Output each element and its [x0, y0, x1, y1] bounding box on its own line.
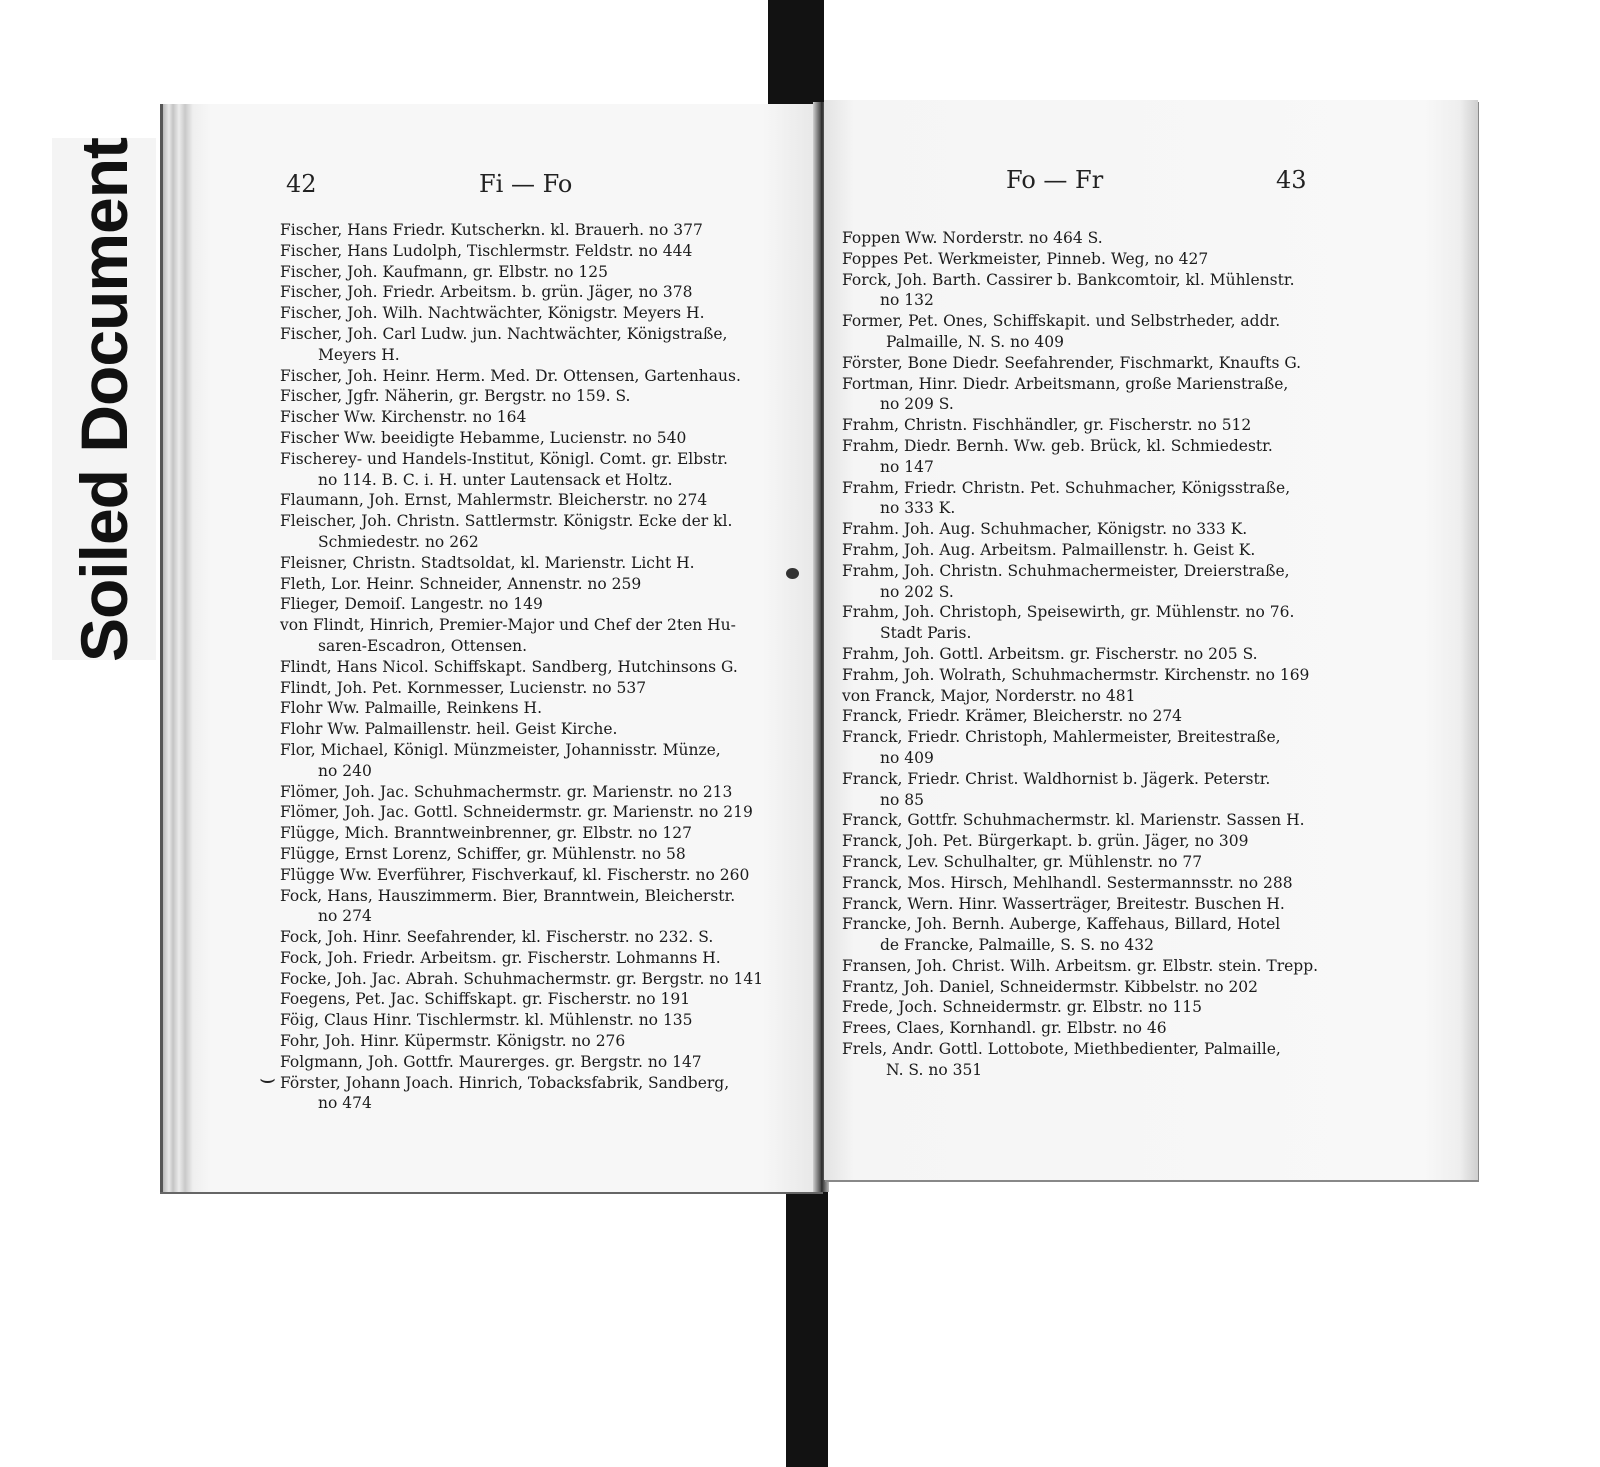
directory-entry: Fleischer, Joh. Christn. Sattlermstr. Königstr. Ecke der kl.: [280, 512, 733, 531]
directory-entry: Foppes Pet. Werkmeister, Pinneb. Weg, no 427: [842, 249, 1209, 268]
directory-entry: Flömer, Joh. Jac. Schuhmachermstr. gr. Marienstr. no 213: [280, 782, 733, 801]
directory-entry: Francke, Joh. Bernh. Auberge, Kaffehaus, Billard, Hotel: [842, 915, 1281, 934]
directory-entry-continuation: N. S. no 351: [886, 1060, 983, 1079]
directory-entry-continuation: no 114. B. C. i. H. unter Lautensack et Holtz.: [318, 470, 673, 489]
directory-entry: Franck, Mos. Hirsch, Mehlhandl. Sestermannsstr. no 288: [842, 873, 1293, 892]
directory-entry-continuation: no 474: [318, 1094, 372, 1113]
directory-entry: Flor, Michael, Königl. Münzmeister, Johannisstr. Münze,: [280, 740, 721, 759]
directory-entry: Flaumann, Joh. Ernst, Mahlermstr. Bleicherstr. no 274: [280, 491, 708, 510]
directory-entry: Frahm, Joh. Christoph, Speisewirth, gr. Mühlenstr. no 76.: [842, 603, 1295, 622]
directory-entry: Former, Pet. Ones, Schiffskapit. und Selbstrheder, addr.: [842, 312, 1281, 331]
directory-entry: Fleisner, Christn. Stadtsoldat, kl. Marienstr. Licht H.: [280, 553, 695, 572]
directory-entry: Frahm, Joh. Christn. Schuhmachermeister, Dreierstraße,: [842, 561, 1290, 580]
directory-entry-continuation: saren-Escadron, Ottensen.: [318, 636, 528, 655]
directory-entry: Franck, Lev. Schulhalter, gr. Mühlenstr. no 77: [842, 852, 1203, 871]
directory-entry: Franck, Friedr. Christ. Waldhornist b. Jägerk. Peterstr.: [842, 769, 1271, 788]
directory-entry: Franck, Friedr. Christoph, Mahlermeister, Breitestraße,: [842, 728, 1281, 747]
directory-entry: Fock, Hans, Hauszimmerm. Bier, Branntwein, Bleicherstr.: [280, 886, 736, 905]
bookmark-ribbon-bottom: [786, 1175, 828, 1467]
directory-entry: Fischer, Joh. Carl Ludw. jun. Nachtwächter, Königstraße,: [280, 324, 728, 343]
directory-entry: Fischer, Joh. Kaufmann, gr. Elbstr. no 125: [280, 262, 608, 281]
directory-entry-continuation: Meyers H.: [318, 345, 400, 364]
directory-entry: von Franck, Major, Norderstr. no 481: [842, 686, 1136, 705]
directory-entry: Fischer, Jgfr. Näherin, gr. Bergstr. no 159. S.: [280, 387, 631, 406]
directory-entry: Fischer, Hans Friedr. Kutscherkn. kl. Brauerh. no 377: [280, 221, 703, 239]
directory-entry: Flohr Ww. Palmaille, Reinkens H.: [280, 699, 543, 718]
directory-entry: Fischerey- und Handels-Institut, Königl. Comt. gr. Elbstr.: [280, 449, 728, 468]
left-entry-list: [280, 220, 800, 1114]
directory-entry-continuation: no 333 K.: [880, 499, 956, 518]
directory-entry-continuation: no 202 S.: [880, 582, 954, 601]
directory-entry: Frees, Claes, Kornhandl. gr. Elbstr. no 46: [842, 1019, 1167, 1038]
directory-entry: Frahm, Joh. Gottl. Arbeitsm. gr. Fischerstr. no 205 S.: [842, 644, 1258, 663]
directory-entry-continuation: Stadt Paris.: [880, 624, 972, 643]
directory-entry: Fischer Ww. Kirchenstr. no 164: [280, 408, 527, 427]
directory-entry-continuation: no 409: [880, 748, 934, 767]
directory-entry-continuation: Schmiedestr. no 262: [318, 532, 479, 551]
ink-blot: [786, 568, 799, 579]
directory-entry: Fohr, Joh. Hinr. Küpermstr. Königstr. no 276: [280, 1032, 626, 1051]
directory-entry: Franck, Gottfr. Schuhmachermstr. kl. Marienstr. Sassen H.: [842, 811, 1305, 830]
directory-entry: Fock, Joh. Friedr. Arbeitsm. gr. Fischerstr. Lohmanns H.: [280, 948, 721, 967]
directory-entry: Föig, Claus Hinr. Tischlermstr. kl. Mühlenstr. no 135: [280, 1011, 693, 1030]
directory-entry-continuation: de Francke, Palmaille, S. S. no 432: [880, 936, 1154, 955]
directory-entry: Förster, Bone Diedr. Seefahrender, Fischmarkt, Knaufts G.: [842, 353, 1302, 372]
directory-entry-continuation: no 132: [880, 291, 934, 310]
directory-entry: Fock, Joh. Hinr. Seefahrender, kl. Fischerstr. no 232. S.: [280, 928, 714, 947]
directory-entry-continuation: no 209 S.: [880, 395, 954, 414]
directory-entry-continuation: no 274: [318, 907, 372, 926]
directory-entry-continuation: Palmaille, N. S. no 409: [886, 332, 1064, 351]
right-page: [824, 100, 1478, 1180]
right-running-head: Fo — Fr: [1006, 166, 1104, 194]
directory-entry: Flohr Ww. Palmaillenstr. heil. Geist Kirche.: [280, 720, 618, 739]
directory-entry: Frahm, Friedr. Christn. Pet. Schuhmacher, Königsstraße,: [842, 478, 1291, 497]
directory-entry: Flömer, Joh. Jac. Gottl. Schneidermstr. gr. Marienstr. no 219: [280, 803, 753, 822]
directory-entry: Fischer, Joh. Heinr. Herm. Med. Dr. Ottensen, Gartenhaus.: [280, 366, 741, 385]
directory-entry: Fischer, Hans Ludolph, Tischlermstr. Feldstr. no 444: [280, 241, 693, 260]
directory-entry: Frantz, Joh. Daniel, Schneidermstr. Kibbelstr. no 202: [842, 977, 1259, 996]
directory-entry: Fortman, Hinr. Diedr. Arbeitsmann, große Marienstraße,: [842, 374, 1289, 393]
directory-entry: Frahm, Joh. Aug. Arbeitsm. Palmaillenstr. h. Geist K.: [842, 540, 1256, 559]
directory-entry: Flindt, Joh. Pet. Kornmesser, Lucienstr. no 537: [280, 678, 647, 697]
directory-entry: Frede, Joch. Schneidermstr. gr. Elbstr. no 115: [842, 998, 1202, 1017]
ink-mark-icon: ⌣: [259, 1064, 277, 1094]
directory-entry: Franck, Wern. Hinr. Wasserträger, Breitestr. Buschen H.: [842, 894, 1285, 913]
right-page-number: 43: [1276, 166, 1307, 194]
directory-entry: Flieger, Demoiſ. Langestr. no 149: [280, 595, 543, 614]
directory-entry: Frahm, Joh. Wolrath, Schuhmachermstr. Kirchenstr. no 169: [842, 665, 1310, 684]
right-page-header: [824, 166, 1478, 202]
directory-entry: Förster, Johann Joach. Hinrich, Tobacksfabrik, Sandberg,: [280, 1073, 730, 1092]
directory-entry: Franck, Joh. Pet. Bürgerkapt. b. grün. Jäger, no 309: [842, 832, 1249, 851]
directory-entry: Foegens, Pet. Jac. Schiffskapt. gr. Fischerstr. no 191: [280, 990, 691, 1009]
directory-entry-continuation: no 147: [880, 457, 934, 476]
directory-entry: Flügge, Mich. Branntweinbrenner, gr. Elbstr. no 127: [280, 824, 692, 843]
left-running-head: Fi — Fo: [479, 170, 573, 198]
left-page: [160, 104, 823, 1192]
directory-entry: Fischer, Joh. Wilh. Nachtwächter, Königstr. Meyers H.: [280, 304, 705, 323]
directory-entry: Forck, Joh. Barth. Cassirer b. Bankcomtoir, kl. Mühlenstr.: [842, 270, 1295, 289]
document-condition-label: Soiled Document: [67, 137, 141, 663]
directory-entry: Frels, Andr. Gottl. Lottobote, Miethbedienter, Palmaille,: [842, 1040, 1281, 1059]
directory-entry: Fransen, Joh. Christ. Wilh. Arbeitsm. gr. Elbstr. stein. Trepp.: [842, 956, 1319, 975]
directory-entry: Flügge Ww. Everführer, Fischverkauf, kl. Fischerstr. no 260: [280, 865, 750, 884]
open-book: [160, 100, 1478, 1195]
right-entry-list: [842, 228, 1332, 1081]
left-page-header: [163, 170, 823, 206]
directory-entry: Franck, Friedr. Krämer, Bleicherstr. no 274: [842, 707, 1183, 726]
directory-entry: Foppen Ww. Norderstr. no 464 S.: [842, 229, 1103, 247]
directory-entry: von Flindt, Hinrich, Premier-Major und Chef der 2ten Hu-: [280, 616, 736, 635]
left-page-number: 42: [286, 170, 317, 198]
directory-entry: Frahm. Joh. Aug. Schuhmacher, Königstr. no 333 K.: [842, 520, 1248, 539]
directory-entry-continuation: no 85: [880, 790, 924, 809]
directory-entry: Fischer, Joh. Friedr. Arbeitsm. b. grün. Jäger, no 378: [280, 283, 693, 302]
directory-entry: Flügge, Ernst Lorenz, Schiffer, gr. Mühlenstr. no 58: [280, 844, 686, 863]
directory-entry: Frahm, Christn. Fischhändler, gr. Fischerstr. no 512: [842, 416, 1252, 435]
directory-entry: Flindt, Hans Nicol. Schiffskapt. Sandberg, Hutchinsons G.: [280, 657, 738, 676]
directory-entry: Focke, Joh. Jac. Abrah. Schuhmachermstr. gr. Bergstr. no 141: [280, 969, 764, 988]
directory-entry: Fischer Ww. beeidigte Hebamme, Lucienstr. no 540: [280, 428, 687, 447]
directory-entry: Frahm, Diedr. Bernh. Ww. geb. Brück, kl. Schmiedestr.: [842, 436, 1273, 455]
directory-entry-continuation: no 240: [318, 761, 372, 780]
directory-entry: Fleth, Lor. Heinr. Schneider, Annenstr. no 259: [280, 574, 642, 593]
directory-entry: Folgmann, Joh. Gottfr. Maurerges. gr. Bergstr. no 147: [280, 1052, 702, 1071]
